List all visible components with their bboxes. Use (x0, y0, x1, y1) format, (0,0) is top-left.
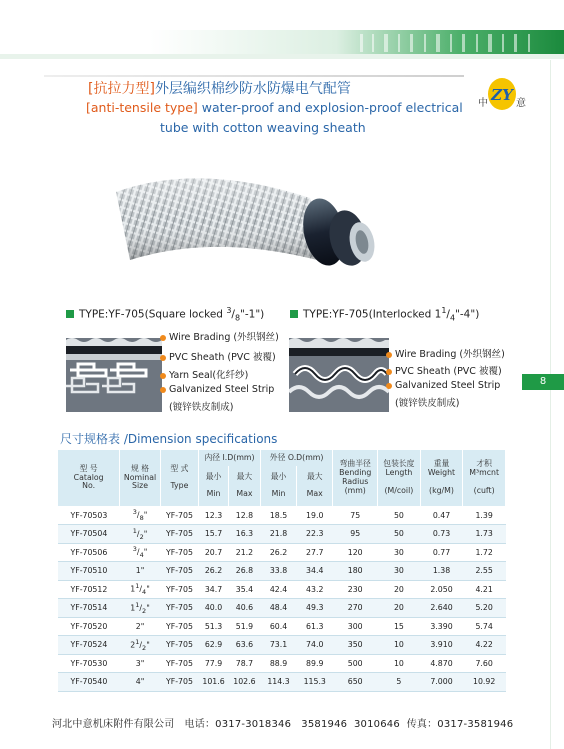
cell-weight: 2.050 (420, 580, 463, 599)
cell-length: 20 (378, 580, 421, 599)
table-row (58, 580, 506, 599)
table-row (58, 617, 506, 636)
cell-volume: 1.72 (463, 543, 506, 562)
cell-catalog: YF-70504 (58, 525, 120, 544)
cell-od-max: 19.0 (297, 506, 333, 525)
cell-od-min: 21.8 (260, 525, 296, 544)
cell-id-max: 40.6 (228, 599, 260, 618)
page-title-en (86, 100, 463, 115)
cell-length: 20 (378, 599, 421, 618)
cell-type: YF-705 (160, 525, 198, 544)
cell-id-min: 40.0 (199, 599, 229, 618)
table-row (58, 525, 506, 544)
callout-steel-strip-cn-right: (镀锌铁皮制成) (395, 398, 460, 409)
cell-type: YF-705 (160, 562, 198, 581)
logo-char-right: 意 (516, 98, 526, 109)
cell-id-min: 12.3 (199, 506, 229, 525)
spec-title: 尺寸规格表 /Dimension specifications (60, 432, 278, 446)
callout-dot-icon (160, 335, 166, 341)
title-rule (44, 75, 464, 77)
cell-od-min: 33.8 (260, 562, 296, 581)
size-whole: 1 (130, 603, 136, 613)
size-whole: 2 (130, 640, 136, 650)
cell-bend: 650 (333, 673, 378, 692)
logo-mark: ZY (491, 86, 513, 104)
page-title-cn (88, 78, 351, 98)
cell-bend: 230 (333, 580, 378, 599)
cell-id-max: 102.6 (228, 673, 260, 692)
cell-type: YF-705 (160, 673, 198, 692)
cell-weight: 0.73 (420, 525, 463, 544)
callout-steel-strip-left: Galvanized Steel Strip (160, 384, 274, 395)
cell-od-min: 42.4 (260, 580, 296, 599)
cell-size (120, 617, 160, 636)
cell-weight: 3.910 (420, 636, 463, 655)
cell-bend: 500 (333, 654, 378, 673)
th-od-max: 最大 Max (297, 466, 333, 506)
cell-length: 10 (378, 654, 421, 673)
cell-volume: 5.74 (463, 617, 506, 636)
cell-type: YF-705 (160, 599, 198, 618)
table-row (58, 543, 506, 562)
table-row (58, 506, 506, 525)
cell-id-min: 62.9 (199, 636, 229, 655)
th-id-min: 最小 Min (199, 466, 229, 506)
cell-type: YF-705 (160, 654, 198, 673)
footer-fax-label: 传真： (406, 719, 438, 730)
cell-od-min: 88.9 (260, 654, 296, 673)
size-tail: " (146, 603, 150, 613)
cell-od-min: 73.1 (260, 636, 296, 655)
size-whole: 4" (135, 677, 145, 687)
type-right-den: 4 (449, 313, 456, 323)
cell-weight: 7.000 (420, 673, 463, 692)
type-label-interlocked: TYPE:YF-705(Interlocked $1^1/_4"-4$") (290, 306, 479, 323)
th-size: 规 格 Nominal Size (120, 450, 160, 506)
cell-catalog: YF-70510 (58, 562, 120, 581)
type-right-prefix: TYPE:YF-705(Interlocked 1 (303, 308, 442, 321)
size-den: 4 (139, 551, 144, 560)
size-whole: 2" (135, 621, 145, 631)
size-num: 1 (132, 526, 137, 535)
page-title-en-line2: tube with cotton weaving sheath (160, 120, 366, 135)
cell-id-max: 16.3 (228, 525, 260, 544)
table-row (58, 636, 506, 655)
size-num: 1 (135, 582, 140, 591)
cell-length: 30 (378, 543, 421, 562)
type-left-suffix: "-1") (240, 308, 265, 321)
cell-type: YF-705 (160, 543, 198, 562)
cell-catalog: YF-70524 (58, 636, 120, 655)
side-stripe (550, 60, 564, 749)
table-row (58, 654, 506, 673)
th-length: 包装长度 Length (M/coil) (378, 450, 421, 506)
table-row (58, 562, 506, 581)
cell-id-max: 35.4 (228, 580, 260, 599)
size-den: 8 (139, 514, 144, 523)
cell-id-max: 63.6 (228, 636, 260, 655)
cell-bend: 75 (333, 506, 378, 525)
cell-od-max: 22.3 (297, 525, 333, 544)
cell-weight: 0.77 (420, 543, 463, 562)
cell-catalog: YF-70530 (58, 654, 120, 673)
cell-od-max: 61.3 (297, 617, 333, 636)
size-tail: " (143, 510, 148, 520)
cell-catalog: YF-70520 (58, 617, 120, 636)
cell-od-min: 48.4 (260, 599, 296, 618)
cell-id-max: 21.2 (228, 543, 260, 562)
size-den: 2 (142, 606, 147, 615)
cell-id-min: 20.7 (199, 543, 229, 562)
cell-id-max: 51.9 (228, 617, 260, 636)
size-num: 1 (135, 600, 140, 609)
cell-od-max: 89.9 (297, 654, 333, 673)
cell-weight: 2.640 (420, 599, 463, 618)
cell-type: YF-705 (160, 506, 198, 525)
cell-bend: 95 (333, 525, 378, 544)
cell-type: YF-705 (160, 617, 198, 636)
cell-catalog: YF-70512 (58, 580, 120, 599)
cell-length: 15 (378, 617, 421, 636)
cell-weight: 1.38 (420, 562, 463, 581)
footer-phones: 0317-3018346 3581946 3010646 (215, 719, 400, 730)
cell-id-min: 101.6 (199, 673, 229, 692)
cell-od-min: 60.4 (260, 617, 296, 636)
cell-bend: 120 (333, 543, 378, 562)
size-whole: 1" (135, 566, 145, 576)
cell-volume: 2.55 (463, 562, 506, 581)
size-num: 3 (132, 545, 137, 554)
size-num: 3 (132, 507, 137, 516)
company-logo (470, 72, 530, 122)
size-den: 2 (142, 643, 147, 652)
cell-type: YF-705 (160, 580, 198, 599)
cell-volume: 4.21 (463, 580, 506, 599)
th-bend: 弯曲半径 Bending Radius (mm) (333, 450, 378, 506)
cell-od-max: 74.0 (297, 636, 333, 655)
cell-weight: 4.870 (420, 654, 463, 673)
page-tab[interactable]: 8 (522, 374, 564, 390)
size-tail: " (146, 640, 150, 650)
th-catalog: 型 号 Catalog No. (58, 450, 120, 506)
cross-section-interlocked (289, 326, 389, 412)
type-right-num: 1 (441, 306, 447, 315)
size-num: 1 (135, 637, 140, 646)
callout-dot-icon (386, 383, 392, 389)
callout-pvc-sheath-left: PVC Sheath (PVC 被覆) (160, 349, 276, 363)
title-cn-main: 外层编织棉纱防水防爆电气配管 (154, 81, 351, 97)
cell-bend: 350 (333, 636, 378, 655)
footer-company: 河北中意机床附件有限公司 (52, 719, 175, 730)
cell-size (120, 562, 160, 581)
cell-size (120, 673, 160, 692)
callout-wire-brading-left: Wire Brading (外织钢丝) (160, 329, 279, 343)
cell-weight: 0.47 (420, 506, 463, 525)
cell-length: 10 (378, 636, 421, 655)
cell-length: 5 (378, 673, 421, 692)
cell-size: $^3/_8$" (120, 506, 160, 525)
cell-bend: 300 (333, 617, 378, 636)
callout-steel-strip-cn-left: (镀锌铁皮制成) (169, 402, 234, 413)
title-en-main: water-proof and explosion-proof electrical (197, 100, 463, 115)
cell-volume: 1.73 (463, 525, 506, 544)
size-den: 4 (142, 588, 147, 597)
callout-dot-icon (386, 369, 392, 375)
table-row (58, 673, 506, 692)
cell-size: $1^1/_2$" (120, 599, 160, 618)
th-id-max: 最大 Max (228, 466, 260, 506)
cell-od-min: 18.5 (260, 506, 296, 525)
th-weight: 重量 Weight (kg/M) (420, 450, 463, 506)
cell-od-max: 49.3 (297, 599, 333, 618)
cell-size: $^3/_4$" (120, 543, 160, 562)
cross-section-square-locked (66, 326, 162, 412)
cell-id-max: 78.7 (228, 654, 260, 673)
size-whole: 3" (135, 658, 145, 668)
cell-od-max: 43.2 (297, 580, 333, 599)
callout-wire-brading-right: Wire Brading (外织钢丝) (386, 346, 505, 360)
type-right-suffix: "-4") (455, 308, 480, 321)
callout-dot-icon (160, 373, 166, 379)
th-type: 型 式 Type (160, 450, 198, 506)
callout-dot-icon (386, 352, 392, 358)
cell-id-max: 12.8 (228, 506, 260, 525)
top-banner (0, 0, 564, 60)
cell-size: $1^1/_4$" (120, 580, 160, 599)
cell-od-max: 34.4 (297, 562, 333, 581)
type-left-den: 8 (234, 313, 241, 323)
cell-volume: 1.39 (463, 506, 506, 525)
cell-id-min: 51.3 (199, 617, 229, 636)
callout-dot-icon (160, 355, 166, 361)
cell-size: $^1/_2$" (120, 525, 160, 544)
size-tail: " (146, 584, 150, 594)
cell-type: YF-705 (160, 636, 198, 655)
cell-id-min: 15.7 (199, 525, 229, 544)
cell-od-max: 27.7 (297, 543, 333, 562)
spec-table-body (58, 506, 506, 691)
footer-contact (52, 715, 513, 730)
cell-size (120, 654, 160, 673)
cell-catalog: YF-70503 (58, 506, 120, 525)
cell-od-min: 114.3 (260, 673, 296, 692)
cell-length: 30 (378, 562, 421, 581)
cell-id-min: 77.9 (199, 654, 229, 673)
cell-volume: 5.20 (463, 599, 506, 618)
cell-volume: 4.22 (463, 636, 506, 655)
cell-size: $2^1/_2$" (120, 636, 160, 655)
logo-char-left: 中 (478, 98, 488, 109)
cell-catalog: YF-70540 (58, 673, 120, 692)
bullet-square-icon (66, 310, 74, 318)
cell-length: 50 (378, 525, 421, 544)
type-left-prefix: TYPE:YF-705(Square locked (79, 308, 227, 321)
cell-od-min: 26.2 (260, 543, 296, 562)
footer-fax: 0317-3581946 (437, 719, 514, 730)
size-tail: " (143, 529, 148, 539)
type-left-num: 3 (226, 306, 232, 315)
cell-id-min: 26.2 (199, 562, 229, 581)
cell-id-max: 26.8 (228, 562, 260, 581)
title-cn-accent: [抗拉力型] (88, 81, 155, 97)
size-tail: " (143, 547, 148, 557)
bullet-square-icon (290, 310, 298, 318)
cell-id-min: 34.7 (199, 580, 229, 599)
cell-volume: 7.60 (463, 654, 506, 673)
type-label-square-locked: TYPE:YF-705(Square locked $^3/_8"-1$") (66, 306, 264, 323)
cell-length: 50 (378, 506, 421, 525)
cell-weight: 3.390 (420, 617, 463, 636)
cell-catalog: YF-70506 (58, 543, 120, 562)
callout-pvc-sheath-right: PVC Sheath (PVC 被覆) (386, 363, 502, 377)
callout-yarn-seal-left: Yarn Seal(化纤纱) (160, 367, 248, 381)
callout-steel-strip-right: Galvanized Steel Strip (386, 380, 500, 391)
cell-bend: 270 (333, 599, 378, 618)
table-row (58, 599, 506, 618)
size-whole: 1 (130, 584, 136, 594)
cell-bend: 180 (333, 562, 378, 581)
th-od-min: 最小 Min (260, 466, 296, 506)
hose-image (110, 152, 400, 292)
spec-table (58, 450, 506, 692)
th-volume: 才积 M³mcnt (cuft) (463, 450, 506, 506)
cell-od-max: 115.3 (297, 673, 333, 692)
th-id: 内径 I.D(mm) (199, 450, 261, 466)
cell-catalog: YF-70514 (58, 599, 120, 618)
th-od: 外径 O.D(mm) (260, 450, 332, 466)
footer-phone-label: 电话： (184, 719, 216, 730)
cell-volume: 10.92 (463, 673, 506, 692)
callout-dot-icon (160, 387, 166, 393)
size-den: 2 (139, 532, 144, 541)
title-en-accent: [anti-tensile type] (86, 100, 198, 115)
